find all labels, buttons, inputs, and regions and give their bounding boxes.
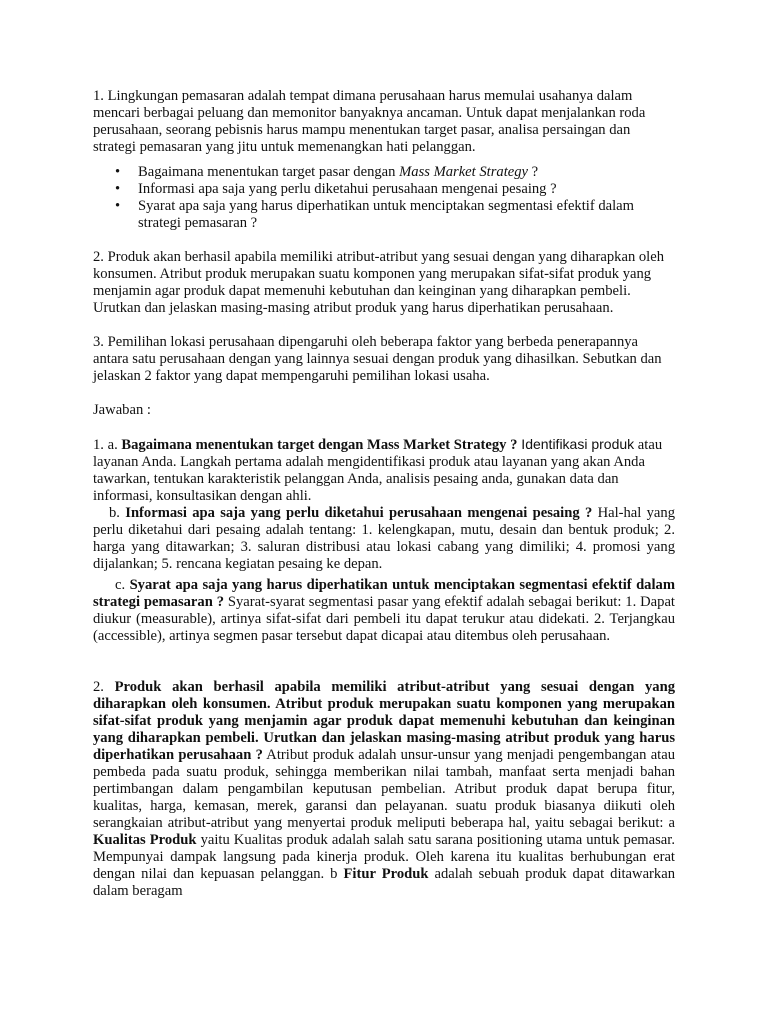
question-3: 3. Pemilihan lokasi perusahaan dipengaruhi oleh beberapa faktor yang berbeda penerapannya antara satu perusahaan dengan yang lainnya sesuai dengan produk yang dihasilkan. Sebutkan dan jelaskan 2 faktor yang dapat mempengaruhi pemilihan lokasi usaha.: [93, 334, 662, 384]
question-1: 1. Lingkungan pemasaran adalah tempat dimana perusahaan harus memulai usahanya dalam mencari berbagai peluang dan memonitor banyaknya ancaman. Untuk dapat menjalankan roda perusahaan, seorang pebisnis harus mampu menentukan target pasar, analisa persaingan dan strategi pemasaran yang jitu untuk memenangkan hati pelanggan.: [93, 88, 646, 155]
bullet-item: • Informasi apa saja yang perlu diketahui perusahaan mengenai pesaing ?: [93, 181, 675, 198]
question-2: 2. Produk akan berhasil apabila memiliki atribut-atribut yang sesuai dengan yang diharapkan oleh konsumen. Atribut produk merupakan suatu komponen yang merupakan sifat-sifat produk yang menjamin agar produk dapat memenuhi kebutuhan dan keinginan yang diharapkan pembeli. Urutkan dan jelaskan masing-masing atribut produk yang harus diperhatikan perusahaan.: [93, 249, 665, 316]
bullet-item: • Bagaimana menentukan target pasar dengan Mass Market Strategy ?: [93, 164, 675, 181]
document-page: [93, 88, 675, 900]
answer-2: 2. Produk akan berhasil apabila memiliki atribut-atribut yang sesuai dengan yang diharapkan oleh konsumen. Atribut produk merupakan suatu komponen yang merupakan sifat-sifat produk yang menjamin agar produk dapat memenuhi kebutuhan dan keinginan yang diharapkan pembeli. Urutkan dan jelaskan masing-masing atribut produk yang harus diperhatikan perusahaan ? Atribut produk adalah unsur-unsur yang menjadi pengembangan atau pembeda pada suatu produk, sehingga memberikan nilai tambah, manfaat serta menjadi bahan pertimbangan dalam pengambilan keputusan pembelian. Atribut produk dapat berupa fitur, kualitas, harga, kemasan, merek, garansi dan pelayanan. suatu produk biasanya diikuti oleh serangkaian atribut-atribut yang menyertai produk meliputi beberapa hal, yaitu sebagai berikut: a Kualitas Produk yaitu Kualitas produk adalah salah satu sarana positioning utama untuk pemasar. Mempunyai dampak langsung pada kinerja produk. Oleh karena itu kualitas berhubungan erat dengan nilai dan kepuasan pelanggan. b Fitur Produk adalah sebuah produk dapat ditawarkan dalam beragam: [93, 679, 676, 899]
bullet-item: • Syarat apa saja yang harus diperhatikan untuk menciptakan segmentasi efektif dalam strategi pemasaran ?: [93, 198, 675, 232]
answer-heading: Jawaban :: [93, 402, 151, 418]
answer-1b: b. Informasi apa saja yang perlu diketahui perusahaan mengenai pesaing ? Hal-hal yang perlu diketahui dari pesaing adalah tentang: 1. kelengkapan, mutu, desain dan bentuk produk; 2. harga yang ditawarkan; 3. saluran distribusi atau lokasi cabang yang dimiliki; 4. promosi yang dijalankan; 5. rencana kegiatan pesaing ke depan.: [93, 505, 676, 572]
question-1-bullets: [93, 164, 675, 232]
answer-1a: 1. a. Bagaimana menentukan target dengan Mass Market Strategy ? Identifikasi produk atau layanan Anda. Langkah pertama adalah mengidentifikasi produk atau layanan yang akan Anda tawarkan, tentukan karakteristik pelanggan Anda, analisis pesaing anda, gunakan data dan informasi, konsultasikan dengan ahli.: [93, 436, 663, 504]
answer-1c: c. Syarat apa saja yang harus diperhatikan untuk menciptakan segmentasi efektif dalam strategi pemasaran ? Syarat-syarat segmentasi pasar yang efektif adalah sebagai berikut: 1. Dapat diukur (measurable), artinya sifat-sifat dari pembeli itu dapat terukur atau didekati. 2. Terjangkau (accessible), artinya segmen pasar tersebut dapat dicapai atau ditembus oleh perusahaan.: [93, 577, 675, 644]
